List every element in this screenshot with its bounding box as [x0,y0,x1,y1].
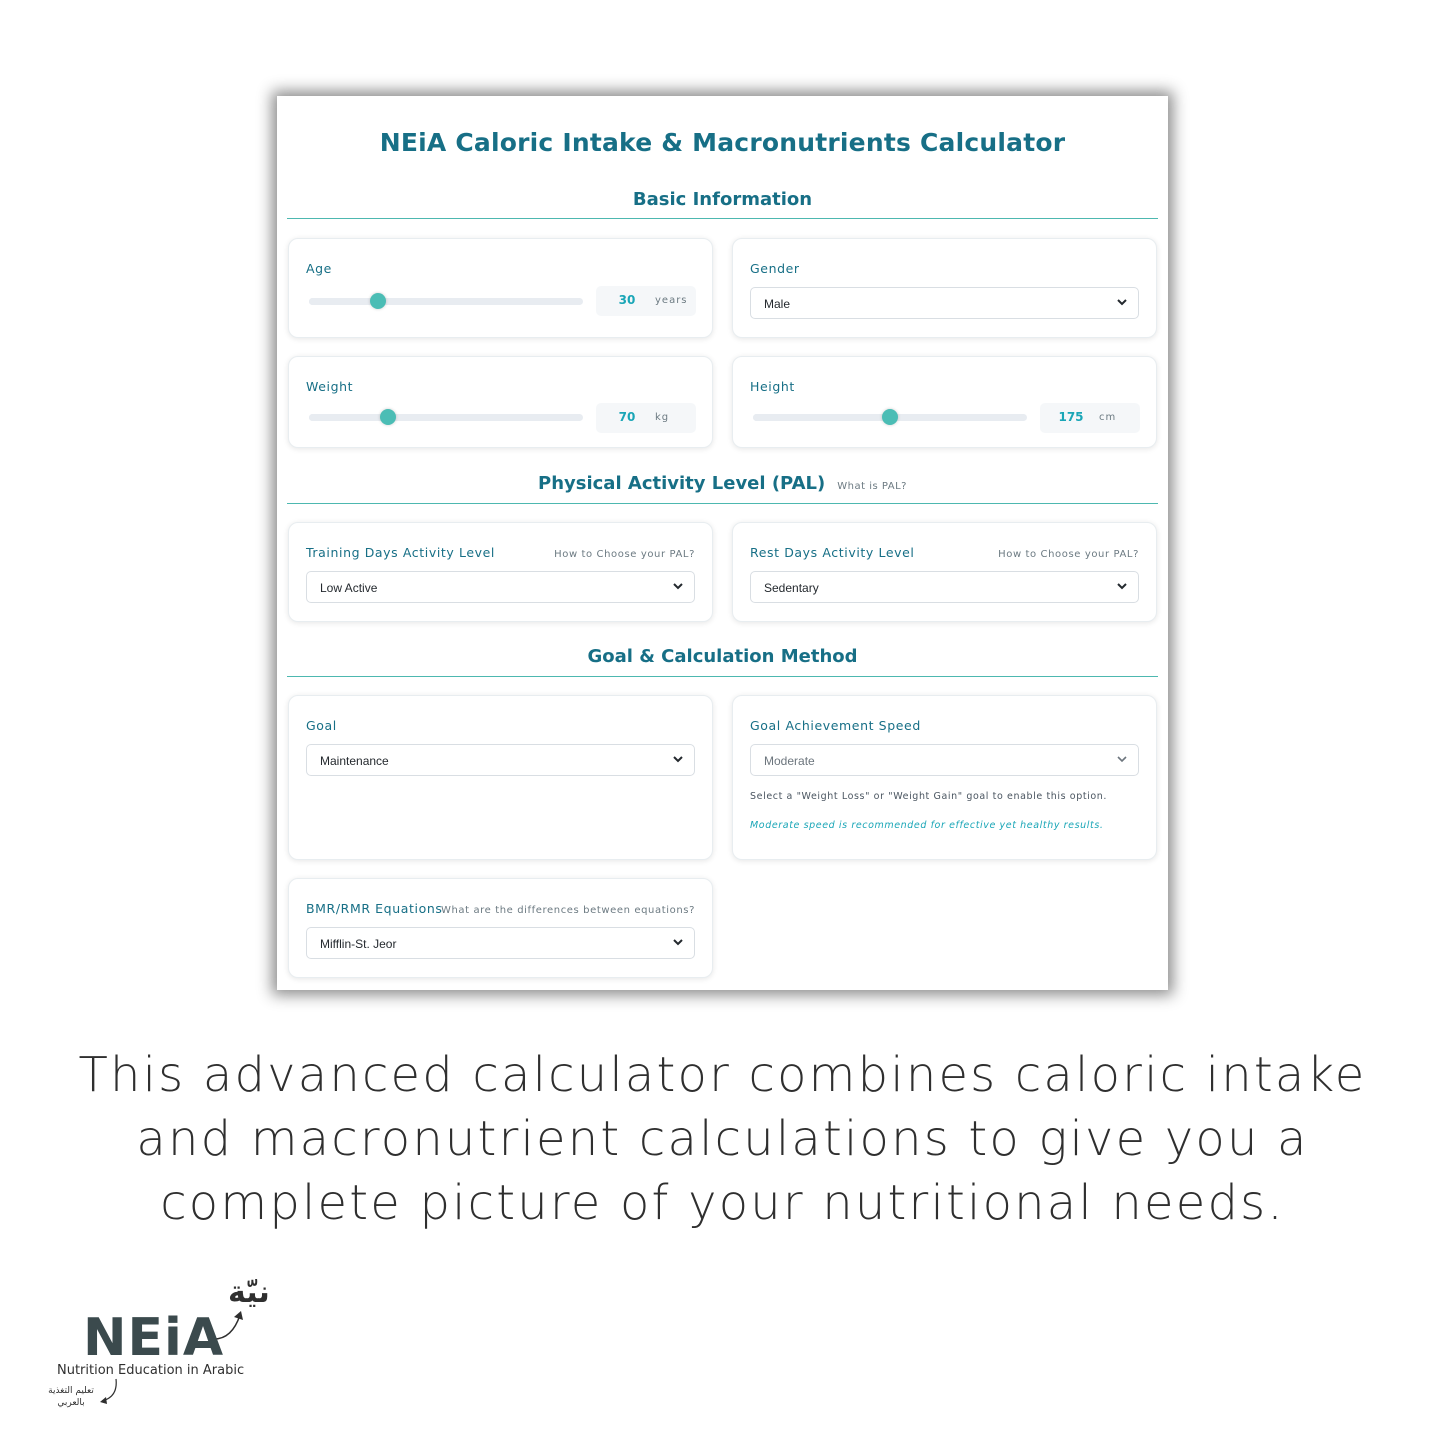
logo-arabic-top: نيّة [228,1275,270,1310]
calculator-screenshot [277,96,1168,990]
section-title-basic: Basic Information [632,189,813,210]
equations-select[interactable] [306,927,695,959]
gender-selected: Male [764,297,791,311]
chevron-down-icon [1115,295,1129,309]
age-unit: years [655,295,688,306]
age-readout[interactable] [596,286,696,316]
weight-slider-thumb[interactable] [380,409,396,425]
weight-slider[interactable] [309,414,583,421]
gender-card [732,238,1157,338]
rest-activity-select[interactable] [750,571,1139,603]
pal-title: Physical Activity Level (PAL) [538,473,826,494]
arrow-icon [98,1377,122,1407]
speed-selected: Moderate [764,754,815,768]
section-title-goal: Goal & Calculation Method [587,646,858,667]
gender-label: Gender [750,261,800,276]
goal-label: Goal [306,718,337,733]
logo-mark: NEiA [83,1308,225,1368]
app-title: NEiA Caloric Intake & Macronutrients Calculator [379,128,1066,157]
rest-pal-help-link[interactable]: How to Choose your PAL? [998,549,1139,560]
chevron-down-icon [671,579,685,593]
age-label: Age [306,261,332,276]
training-pal-help-link[interactable]: How to Choose your PAL? [554,549,695,560]
gender-select[interactable] [750,287,1139,319]
logo-arabic-bottom: تعليم التغذية بالعربي [48,1386,94,1408]
goal-selected: Maintenance [320,754,389,768]
training-card [288,522,713,622]
age-slider[interactable] [309,298,583,305]
training-selected: Low Active [320,581,378,595]
speed-disabled-note: Select a "Weight Loss" or "Weight Gain" goal to enable this option. [750,791,1108,802]
training-label: Training Days Activity Level [306,545,495,560]
equations-selected: Mifflin-St. Jeor [320,937,397,951]
weight-card [288,356,713,448]
section-divider [287,218,1158,219]
weight-label: Weight [306,379,354,394]
chevron-down-icon [671,935,685,949]
height-unit: cm [1099,412,1117,423]
equations-help-link[interactable]: What are the differences between equations? [441,905,695,916]
speed-select[interactable] [750,744,1139,776]
rest-card [732,522,1157,622]
goal-card [288,695,713,860]
age-value: 30 [618,293,636,307]
height-readout[interactable] [1040,403,1140,433]
speed-label: Goal Achievement Speed [750,718,921,733]
rest-selected: Sedentary [764,581,819,595]
goal-select[interactable] [306,744,695,776]
equations-card [288,878,713,978]
height-slider-thumb[interactable] [882,409,898,425]
age-slider-thumb[interactable] [370,293,386,309]
logo-tagline: Nutrition Education in Arabic [57,1363,245,1378]
weight-readout[interactable] [596,403,696,433]
section-title-pal [277,473,1168,494]
section-divider [287,676,1158,677]
equations-label: BMR/RMR Equations [306,901,443,916]
chevron-down-icon [1115,752,1129,766]
promo-caption: This advanced calculator combines caloric intake and macronutrient calculations to give you a complete picture of your nutritional needs. [78,1047,1367,1231]
chevron-down-icon [671,752,685,766]
neia-logo [40,1275,280,1415]
height-value: 175 [1058,410,1084,424]
speed-card [732,695,1157,860]
height-card [732,356,1157,448]
speed-recommendation: Moderate speed is recommended for effective yet healthy results. [750,820,1104,831]
age-card [288,238,713,338]
height-slider[interactable] [753,414,1027,421]
rest-label: Rest Days Activity Level [750,545,915,560]
chevron-down-icon [1115,579,1129,593]
section-divider [287,503,1158,504]
weight-value: 70 [618,410,636,424]
weight-unit: kg [655,412,670,423]
height-label: Height [750,379,795,394]
training-activity-select[interactable] [306,571,695,603]
what-is-pal-link[interactable]: What is PAL? [837,481,907,492]
